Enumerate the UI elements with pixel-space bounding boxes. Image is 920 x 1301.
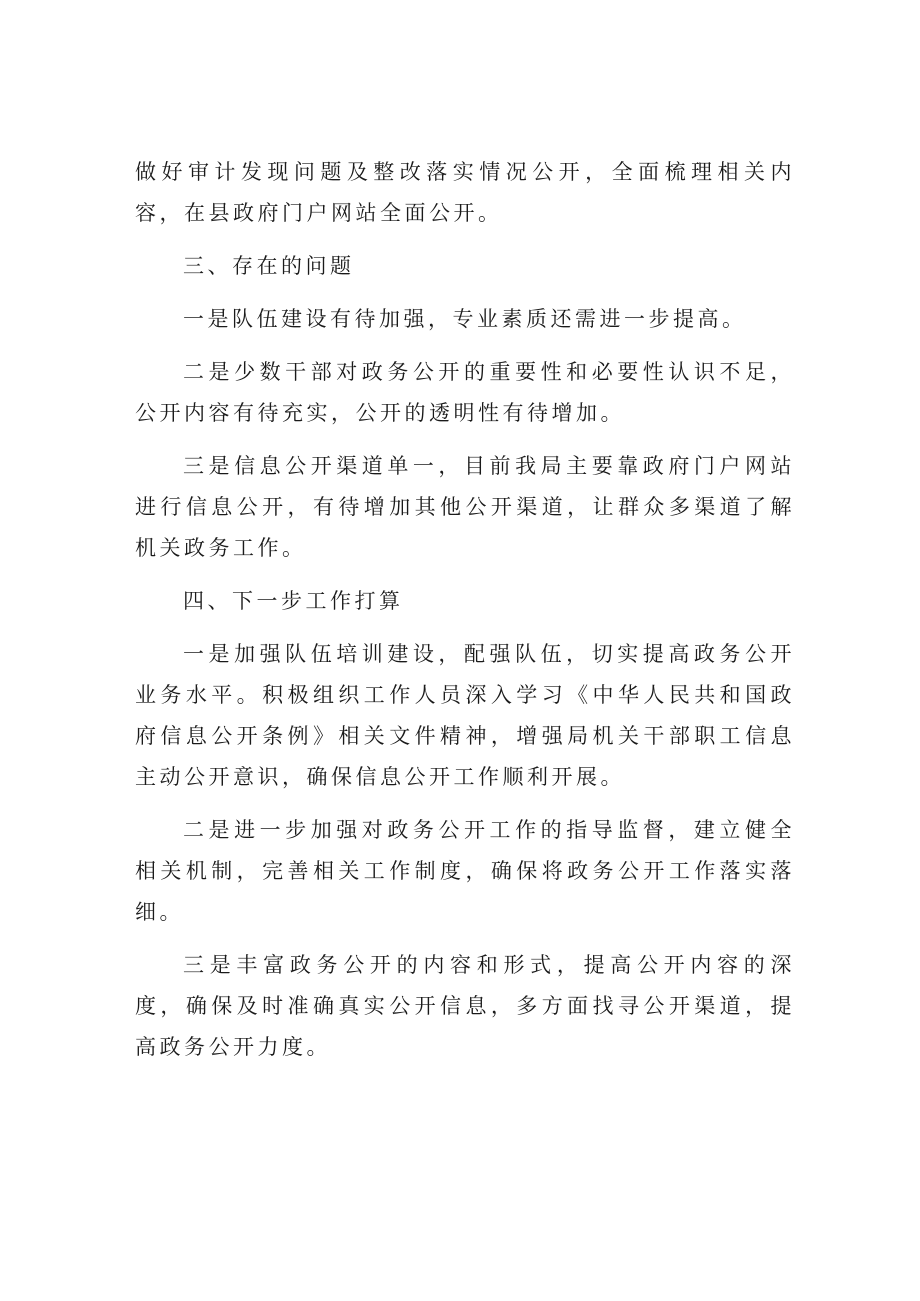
paragraph-continued: 做好审计发现问题及整改落实情况公开，全面梳理相关内容，在县政府门户网站全面公开。: [135, 160, 795, 225]
paragraph-plan-1: 一是加强队伍培训建设，配强队伍，切实提高政务公开业务水平。积极组织工作人员深入学习《中华人民共和国政府信息公开条例》相关文件精神，增强局机关干部职工信息主动公开意识，确保信息公开工作顺利开展。: [135, 642, 795, 789]
paragraph-problem-3: 三是信息公开渠道单一，目前我局主要靠政府门户网站进行信息公开，有待增加其他公开渠道，让群众多渠道了解机关政务工作。: [135, 454, 795, 560]
section-heading-problems: 三、存在的问题: [183, 254, 355, 278]
paragraph-problem-2: 二是少数干部对政务公开的重要性和必要性认识不足，公开内容有待充实，公开的透明性有待增加。: [135, 360, 795, 425]
paragraph-plan-2: 二是进一步加强对政务公开工作的指导监督，建立健全相关机制，完善相关工作制度，确保将政务公开工作落实落细。: [135, 818, 795, 924]
section-heading-next-steps: 四、下一步工作打算: [183, 589, 404, 613]
document-body: [135, 152, 795, 1068]
paragraph-plan-3: 三是丰富政务公开的内容和形式，提高公开内容的深度，确保及时准确真实公开信息，多方面找寻公开渠道，提高政务公开力度。: [135, 953, 795, 1059]
paragraph-problem-1: 一是队伍建设有待加强，专业素质还需进一步提高。: [183, 307, 747, 331]
